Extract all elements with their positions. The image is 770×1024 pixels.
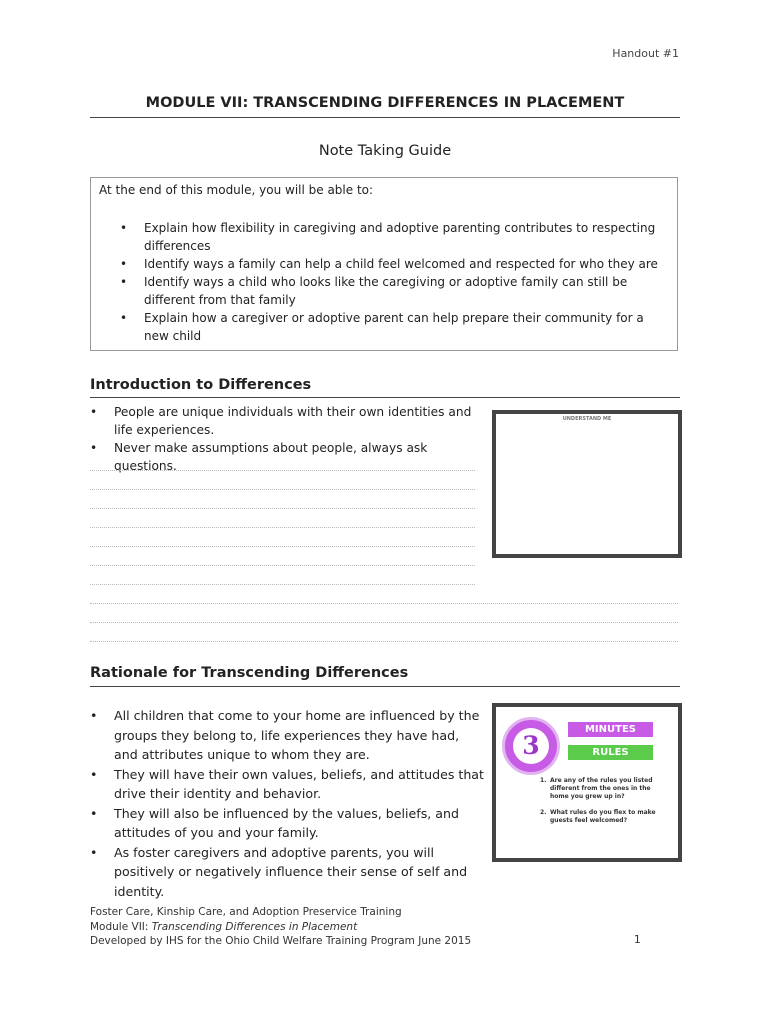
rationale-bullet-text: They will also be influenced by the values, beliefs, and attitudes of you and your family. — [114, 805, 459, 840]
activity-questions — [540, 777, 670, 833]
note-line — [90, 489, 475, 490]
rationale-bullet-text: As foster caregivers and adoptive parents, you will positively or negatively influence their sense of self and identity. — [114, 844, 468, 899]
question-text: What rules do you flex to make guests feel welcomed? — [550, 809, 656, 824]
bullet-icon: • — [120, 311, 128, 325]
footer-line-1: Foster Care, Kinship Care, and Adoption Preservice Training — [90, 906, 402, 918]
rationale-bullet-text: All children that come to your home are influenced by the groups they belong to, life experiences they have had, and attributes unique to whom they are. — [114, 708, 480, 762]
list-item — [120, 255, 665, 273]
poem-title: UNDERSTAND ME — [562, 416, 612, 422]
note-line — [90, 584, 475, 585]
minutes-number: 3 — [513, 728, 549, 764]
list-item — [120, 273, 665, 309]
list-item — [120, 309, 665, 345]
bullet-icon: • — [90, 441, 98, 455]
footer-module-prefix: Module VII: — [90, 920, 152, 933]
note-line — [90, 508, 475, 509]
intro-rule — [90, 397, 680, 398]
question-number: 2. — [540, 809, 547, 816]
bullet-icon: • — [90, 708, 98, 723]
list-item — [90, 804, 485, 843]
note-line — [90, 546, 475, 547]
handout-label: Handout #1 — [612, 47, 679, 60]
rationale-list — [90, 706, 485, 901]
poem-image — [492, 410, 682, 558]
note-line — [90, 603, 678, 604]
bullet-icon: • — [90, 805, 98, 821]
note-line — [90, 527, 475, 528]
list-item — [90, 765, 485, 804]
list-item — [90, 706, 485, 765]
note-line — [90, 470, 475, 471]
question-item — [540, 809, 670, 825]
objectives-list — [120, 219, 665, 345]
list-item — [90, 843, 485, 902]
bullet-icon: • — [90, 766, 98, 782]
note-line — [90, 622, 678, 623]
objectives-lead: At the end of this module, you will be able to: — [99, 183, 374, 197]
rationale-heading: Rationale for Transcending Differences — [90, 665, 409, 681]
rationale-bullet-text: They will have their own values, beliefs, and attitudes that drive their identity and behavior. — [114, 766, 484, 801]
rules-pill: RULES — [568, 745, 653, 760]
list-item — [90, 403, 480, 439]
note-line — [90, 641, 678, 642]
intro-list — [90, 403, 480, 475]
intro-heading: Introduction to Differences — [90, 377, 312, 393]
footer-module-title: Transcending Differences in Placement — [151, 920, 358, 933]
minutes-circle-icon — [502, 717, 560, 775]
activity-card-inner — [496, 707, 678, 858]
bullet-icon: • — [90, 405, 98, 419]
objective-text: Explain how a caregiver or adoptive parent can help prepare their community for a new child — [144, 311, 644, 343]
objective-text: Identify ways a family can help a child feel welcomed and respected for who they are — [144, 257, 658, 271]
question-item — [540, 777, 670, 801]
objective-text: Explain how flexibility in caregiving and adoptive parenting contributes to respecting differences — [144, 221, 656, 253]
guide-title: Note Taking Guide — [318, 143, 452, 159]
rationale-rule — [90, 686, 680, 687]
bullet-icon: • — [120, 221, 128, 235]
question-text: Are any of the rules you listed different from the ones in the home you grew up in? — [550, 777, 653, 800]
bullet-icon: • — [90, 844, 98, 860]
bullet-icon: • — [120, 275, 128, 289]
footer-line-2 — [90, 920, 471, 935]
objective-text: Identify ways a child who looks like the caregiving or adoptive family can still be different from that family — [144, 275, 628, 307]
intro-bullet-text: People are unique individuals with their own identities and life experiences. — [114, 405, 472, 437]
minutes-pill: MINUTES — [568, 722, 653, 737]
title-rule — [90, 117, 680, 118]
intro-bullet-text: Never make assumptions about people, always ask questions. — [114, 441, 428, 473]
footer — [90, 905, 471, 949]
activity-card — [492, 703, 682, 862]
bullet-icon: • — [120, 257, 128, 271]
poem-page — [496, 414, 678, 554]
footer-line-3: Developed by IHS for the Ohio Child Welfare Training Program June 2015 — [90, 935, 472, 947]
list-item — [120, 219, 665, 255]
note-line — [90, 565, 475, 566]
module-title: MODULE VII: TRANSCENDING DIFFERENCES IN PLACEMENT — [145, 95, 625, 111]
page-number: 1 — [634, 934, 641, 946]
question-number: 1. — [540, 777, 547, 784]
